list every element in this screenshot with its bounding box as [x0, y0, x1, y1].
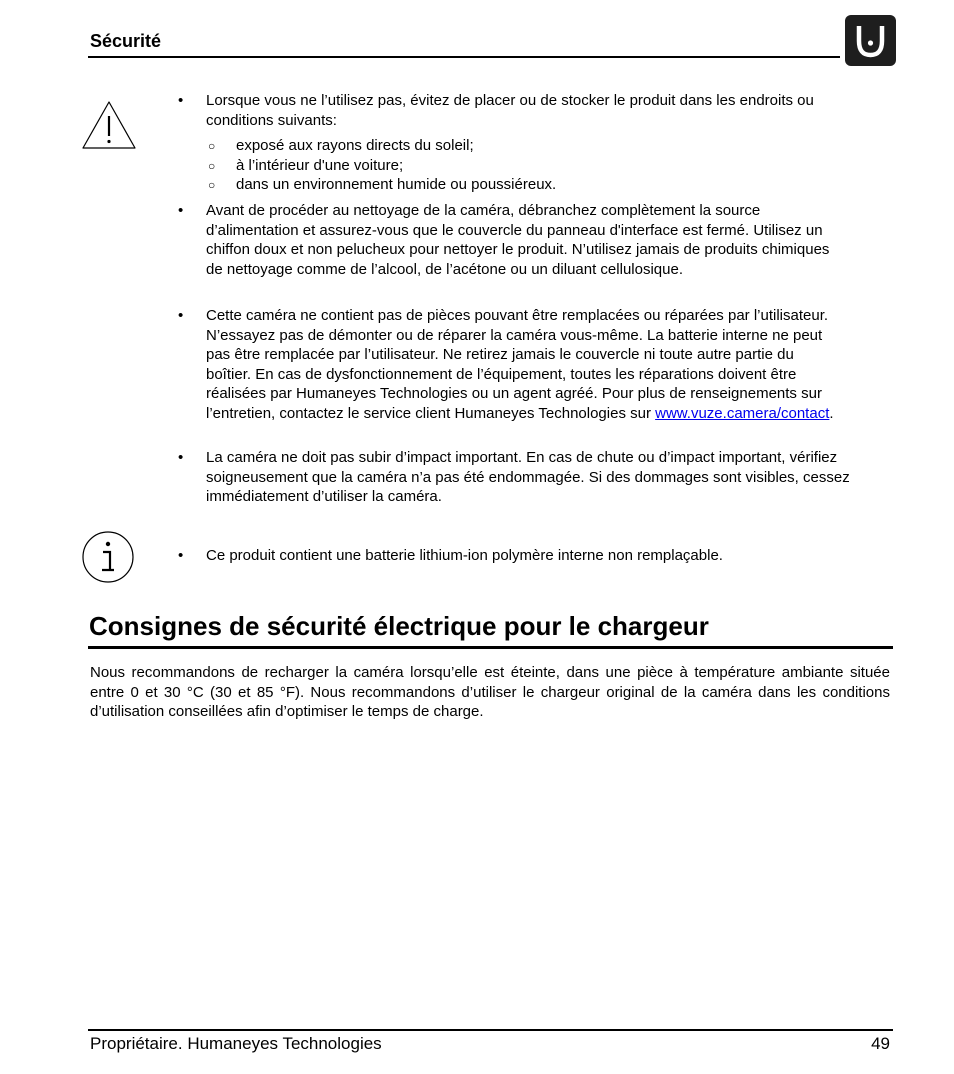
sub-list-item — [208, 156, 856, 176]
bullet-text: Lorsque vous ne l’utilisez pas, évitez de placer ou de stocker le produit dans les endroits ou conditions suivants: — [206, 92, 814, 129]
sub-list-item — [208, 136, 856, 156]
circle-bullet-icon: ○ — [208, 158, 216, 173]
bullet-icon: • — [178, 547, 184, 564]
contact-link[interactable]: www.vuze.camera/contact — [655, 404, 830, 422]
header-rule — [88, 56, 840, 58]
list-item — [178, 546, 866, 566]
bullet-icon: • — [178, 449, 184, 466]
bullet-icon: • — [178, 92, 184, 109]
circle-bullet-icon: ○ — [208, 178, 216, 192]
list-item — [178, 448, 862, 507]
section-rule — [88, 646, 893, 649]
bullet-text: La caméra ne doit pas subir d’impact important. En cas de chute ou d’impact important, vérifiez soigneusement que la caméra n’a pas été endommagée. Si des dommages sont visibles, cessez immédiatement d’utiliser la caméra. — [206, 449, 850, 505]
vuze-logo-icon — [845, 15, 896, 66]
list-item — [178, 91, 866, 130]
page-number: 49 — [871, 1034, 890, 1053]
footer-copyright: Propriétaire. Humaneyes Technologies — [90, 1034, 382, 1053]
bullet-text: Avant de procéder au nettoyage de la caméra, débranchez complètement la source d’alimentation et assurez-vous que le couvercle du panneau d'interface est fermé. Utilisez un chiffon doux et non pelucheux pour nettoyer le produit. N’utilisez jamais de produits chimiques de nettoyage comme de l’alcool, de l’acétone ou un diluant cellulosique. — [206, 202, 830, 278]
sub-item-text: exposé aux rayons directs du soleil; — [236, 137, 474, 154]
bullet-text-end: . — [829, 404, 834, 422]
list-item — [178, 201, 846, 279]
bullet-text: Cette caméra ne contient pas de pièces pouvant être remplacées ou réparées par l’utilisateur. N’essayez pas de démonter ou de réparer la caméra vous-même. La batterie interne ne peut pas être remplacée par l’utilisateur. Ne retirez jamais le couvercle ni toute autre partie du boîtier. En cas de dysfonctionnement de l’équipement, toutes les réparations doivent être réalisées par Humaneyes Technologies ou un agent agréé. Pour plus de renseignements sur l’entretien, contactez le service client Humaneyes Technologies sur — [206, 307, 829, 422]
section-heading: Consignes de sécurité électrique pour le chargeur — [89, 611, 709, 641]
footer-rule — [88, 1029, 893, 1031]
list-item — [178, 306, 834, 423]
info-icon — [80, 529, 136, 590]
sub-list-item — [208, 175, 856, 195]
warning-triangle-icon — [80, 98, 138, 157]
page-section-title: Sécurité — [90, 31, 162, 51]
bullet-icon: • — [178, 307, 184, 324]
section-paragraph: Nous recommandons de recharger la caméra lorsqu’elle est éteinte, dans une pièce à température ambiante située entre 0 et 30 °C (30 et 85 °F). Nous recommandons d’utiliser le chargeur original de la caméra dans les conditions d’utilisation conseillées afin d’optimiser le temps de charge. — [90, 664, 890, 720]
sub-item-text: dans un environnement humide ou poussiéreux. — [236, 176, 557, 193]
bullet-text: Ce produit contient une batterie lithium-ion polymère interne non remplaçable. — [206, 547, 723, 564]
circle-bullet-icon: ○ — [208, 139, 216, 153]
bullet-icon: • — [178, 202, 184, 219]
sub-item-text: à l’intérieur d'une voiture; — [236, 156, 404, 174]
